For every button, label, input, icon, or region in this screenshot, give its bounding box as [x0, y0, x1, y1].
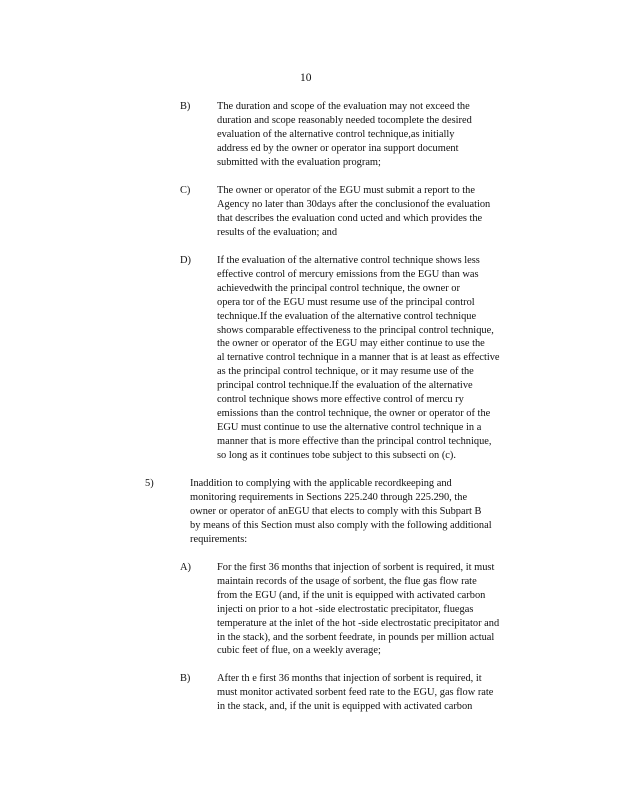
text-line: Agency no later than 30days after the conclusionof the evaluation — [217, 198, 491, 210]
text-line: control technique shows more effective control of mercu ry — [217, 394, 464, 406]
text-line: cubic feet of flue, on a weekly average; — [217, 645, 381, 657]
text-line: temperature at the inlet of the hot -side electrostatic precipitator and — [217, 617, 500, 629]
item-label: C) — [180, 185, 191, 196]
text-line: that describes the evaluation cond ucted and which provides the — [217, 212, 483, 224]
text-line: must monitor activated sorbent feed rate to the EGU, gas flow rate — [217, 686, 494, 698]
text-line: principal control technique.If the evaluation of the alternative — [217, 380, 473, 392]
text-line: as the principal control technique, or it may resume use of the — [217, 366, 474, 378]
text-line: The owner or operator of the EGU must submit a report to the — [217, 185, 475, 196]
text-line: maintain records of the usage of sorbent, the flue gas flow rate — [217, 575, 477, 587]
text-line: requirements: — [190, 533, 248, 545]
text-line: address ed by the owner or operator ina support document — [217, 142, 459, 154]
text-line: injecti on prior to a hot -side electrostatic precipitator, fluegas — [217, 603, 474, 615]
text-line: shows comparable effectiveness to the principal control technique, — [217, 324, 494, 336]
item-label: D) — [180, 255, 191, 266]
item-label: B) — [180, 673, 191, 684]
text-line: duration and scope reasonably needed tocomplete the desired — [217, 114, 472, 126]
paragraph-text — [217, 184, 490, 240]
text-line: opera tor of the EGU must resume use of the principal control — [217, 296, 475, 308]
item-label: B) — [180, 101, 191, 112]
text-line: emissions than the control technique, the owner or operator of the — [217, 407, 491, 419]
text-line: Inaddition to complying with the applicable recordkeeping and — [190, 478, 452, 489]
text-line: achievedwith the principal control technique, the owner or — [217, 282, 460, 294]
page-number: 10 — [300, 72, 312, 84]
paragraph-text — [190, 477, 492, 547]
text-line: effective control of mercury emissions from the EGU than was — [217, 268, 479, 280]
text-line: in the stack), and the sorbent feedrate, in pounds per million actual — [217, 631, 495, 643]
paragraph-text — [217, 561, 499, 658]
text-line: submitted with the evaluation program; — [217, 156, 381, 168]
paragraph-text — [217, 672, 493, 714]
text-line: al ternative control technique in a manner that is at least as effective — [217, 352, 500, 364]
text-line: in the stack, and, if the unit is equipped with activated carbon — [217, 700, 473, 712]
item-label: 5) — [145, 478, 154, 489]
paragraph-text — [217, 100, 472, 170]
paragraph-text — [217, 254, 500, 463]
text-line: monitoring requirements in Sections 225.240 through 225.290, the — [190, 491, 468, 503]
text-line: EGU must continue to use the alternative control technique in a — [217, 421, 482, 433]
text-line: technique.If the evaluation of the alternative control technique — [217, 310, 477, 322]
text-line: manner that is more effective than the principal control technique, — [217, 435, 492, 447]
text-line: The duration and scope of the evaluation may not exceed the — [217, 101, 470, 112]
text-line: owner or operator of anEGU that elects to comply with this Subpart B — [190, 505, 482, 517]
text-line: the owner or operator of the EGU may either continue to use the — [217, 338, 485, 350]
text-line: If the evaluation of the alternative control technique shows less — [217, 255, 480, 266]
text-line: evaluation of the alternative control technique,as initially — [217, 128, 455, 140]
text-line: by means of this Section must also comply with the following additional — [190, 519, 492, 531]
text-line: from the EGU (and, if the unit is equipped with activated carbon — [217, 589, 486, 601]
text-line: results of the evaluation; and — [217, 226, 338, 238]
item-label: A) — [180, 562, 191, 573]
text-line: so long as it continues tobe subject to this subsecti on (c). — [217, 449, 456, 461]
text-line: After th e first 36 months that injection of sorbent is required, it — [217, 673, 482, 684]
text-line: For the first 36 months that injection of sorbent is required, it must — [217, 562, 495, 573]
